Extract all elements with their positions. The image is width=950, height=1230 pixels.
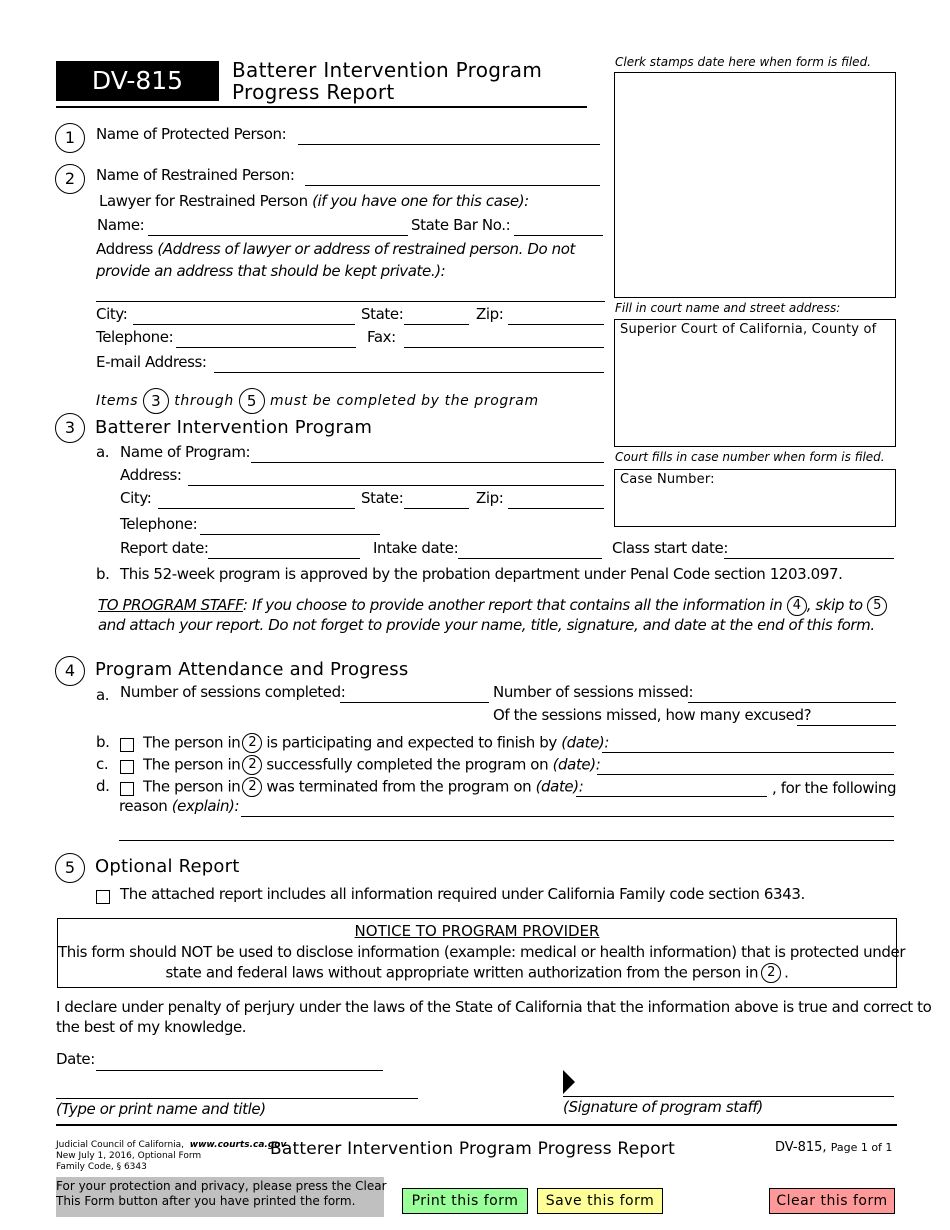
notice-box xyxy=(57,918,906,988)
signature-field[interactable] xyxy=(563,1096,894,1097)
clerk-stamp-label: Clerk stamps date here when form is filed. xyxy=(615,55,871,69)
section-5-title: Optional Report xyxy=(95,856,240,877)
declaration-line-2: the best of my knowledge. xyxy=(56,1018,247,1036)
notice-line-2 xyxy=(58,963,896,983)
case-number-label: Court fills in case number when form is filed. xyxy=(615,450,885,464)
date-field[interactable] xyxy=(96,1070,383,1071)
zip-label: Zip: xyxy=(476,305,504,323)
clerk-stamp-box xyxy=(614,72,896,298)
s4-b: b. xyxy=(96,733,110,751)
footer-council: Judicial Council of California, xyxy=(56,1140,185,1150)
s4-c-n: 2 xyxy=(242,755,262,775)
program-city-label: City: xyxy=(120,489,152,507)
s4-d-date: (date): xyxy=(535,777,584,796)
s4-d-reason xyxy=(119,797,239,815)
restrained-person-field[interactable] xyxy=(305,185,600,186)
notice-line-1: This form should NOT be used to disclose information (example: medical or health information) that is protected under xyxy=(58,943,906,961)
program-telephone-label: Telephone: xyxy=(120,515,198,533)
footer-page: Page 1 of 1 xyxy=(830,1141,893,1154)
s5-checkbox[interactable] xyxy=(96,890,110,904)
address-field[interactable] xyxy=(96,301,605,302)
program-name-field[interactable] xyxy=(251,462,604,463)
s4-d-reason-field-1[interactable] xyxy=(241,816,894,817)
lawyer-label-text: Lawyer for Restrained Person xyxy=(99,192,308,210)
sessions-excused-field[interactable] xyxy=(797,725,896,726)
signature-label: (Signature of program staff) xyxy=(563,1098,763,1116)
s4-d-reason-field-2[interactable] xyxy=(119,840,894,841)
title-line-2: Progress Report xyxy=(232,80,395,104)
program-address-field[interactable] xyxy=(188,485,604,486)
s4-c-date-field[interactable] xyxy=(597,774,894,775)
lawyer-note: (if you have one for this case): xyxy=(312,192,529,210)
program-zip-label: Zip: xyxy=(476,489,504,507)
program-state-field[interactable] xyxy=(404,508,469,509)
restrained-person-label: Name of Restrained Person: xyxy=(96,166,295,184)
clear-form-button[interactable]: Clear this form xyxy=(769,1188,895,1214)
print-name-label: (Type or print name and title) xyxy=(56,1100,266,1118)
program-staff-note xyxy=(98,594,887,616)
s4-d-explain: (explain): xyxy=(171,797,240,815)
footer-revised: New July 1, 2016, Optional Form xyxy=(56,1151,202,1161)
program-city-field[interactable] xyxy=(158,508,355,509)
s4-d-checkbox[interactable] xyxy=(120,782,134,796)
section-2-number: 2 xyxy=(55,164,85,194)
notice-title: NOTICE TO PROGRAM PROVIDER xyxy=(354,922,600,940)
s3-b: b. xyxy=(96,565,110,583)
lawyer-name-field[interactable] xyxy=(148,235,408,236)
footer-form-id: DV-815, xyxy=(775,1140,827,1155)
s4-a: a. xyxy=(96,686,110,704)
footer-council-line xyxy=(56,1140,286,1151)
class-start-label: Class start date: xyxy=(612,539,729,557)
date-label: Date: xyxy=(56,1050,95,1068)
items-note-5: 5 xyxy=(239,388,265,414)
s4-b-date: (date): xyxy=(561,733,610,752)
sessions-completed-field[interactable] xyxy=(340,702,489,703)
s4-c-checkbox[interactable] xyxy=(120,760,134,774)
address-note-2: provide an address that should be kept private.): xyxy=(96,262,446,280)
protected-person-label: Name of Protected Person: xyxy=(96,125,287,143)
program-address-label: Address: xyxy=(120,466,182,484)
court-text: Superior Court of California, County of xyxy=(620,322,877,337)
notice-end: . xyxy=(784,963,789,982)
s4-c-text xyxy=(143,755,600,775)
program-name-label: Name of Program: xyxy=(120,443,251,461)
items-note-post: must be completed by the program xyxy=(269,393,539,409)
zip-field[interactable] xyxy=(508,324,604,325)
save-form-button[interactable]: Save this form xyxy=(537,1188,663,1214)
sessions-missed-field[interactable] xyxy=(688,702,896,703)
form-id: DV-815 xyxy=(91,66,184,95)
print-form-button[interactable]: Print this form xyxy=(402,1188,528,1214)
s4-c: c. xyxy=(96,755,109,773)
s5-text: The attached report includes all information required under California Family code section 6343. xyxy=(120,885,805,903)
class-start-field[interactable] xyxy=(724,558,894,559)
address-note-1: (Address of lawyer or address of restrained person. Do not xyxy=(157,240,575,258)
section-3-number: 3 xyxy=(55,413,85,443)
privacy-line-1: For your protection and privacy, please press the Clear xyxy=(56,1179,387,1193)
s4-d-reason-text: reason xyxy=(119,797,168,815)
address-label xyxy=(96,240,575,258)
case-number-box[interactable] xyxy=(614,469,896,527)
report-date-field[interactable] xyxy=(208,558,360,559)
header-rule xyxy=(56,106,587,108)
signature-arrow-icon xyxy=(563,1070,575,1094)
s4-d-following: , for the following xyxy=(772,779,897,797)
section-1-number: 1 xyxy=(55,123,85,153)
s4-d-date-field[interactable] xyxy=(576,796,767,797)
program-staff-text-2: and attach your report. Do not forget to provide your name, title, signature, and date at the end of this form. xyxy=(98,616,875,634)
sessions-excused-label: Of the sessions missed, how many excused? xyxy=(493,706,812,724)
privacy-line-2: This Form button after you have printed the form. xyxy=(56,1194,356,1208)
court-label: Fill in court name and street address: xyxy=(615,301,841,315)
program-state-label: State: xyxy=(361,489,404,507)
items-note-3: 3 xyxy=(143,388,169,414)
case-number-text: Case Number: xyxy=(620,472,715,487)
state-bar-label: State Bar No.: xyxy=(411,216,511,234)
declaration-line-1: I declare under penalty of perjury under the laws of the State of California that the information above is true and correct to xyxy=(56,998,932,1016)
address-label-text: Address xyxy=(96,240,153,258)
s4-b-n: 2 xyxy=(242,733,262,753)
section-4-title: Program Attendance and Progress xyxy=(95,659,409,680)
s4-d-n: 2 xyxy=(242,777,262,797)
court-name-box[interactable] xyxy=(614,319,896,447)
program-staff-label: TO PROGRAM STAFF xyxy=(98,596,243,614)
lawyer-name-label: Name: xyxy=(97,216,145,234)
telephone-label: Telephone: xyxy=(96,328,174,346)
program-staff-text-1: : If you choose to provide another report that contains all the information in xyxy=(242,596,783,614)
intake-date-field[interactable] xyxy=(458,558,602,559)
program-zip-field[interactable] xyxy=(508,508,604,509)
s3-a: a. xyxy=(96,443,110,461)
s4-d-post: was terminated from the program on xyxy=(266,777,532,796)
form-id-badge xyxy=(56,61,219,101)
section-5-number: 5 xyxy=(55,853,85,883)
report-date-label: Report date: xyxy=(120,539,209,557)
city-label: City: xyxy=(96,305,128,323)
s4-b-date-field[interactable] xyxy=(602,752,894,753)
telephone-field[interactable] xyxy=(176,347,356,348)
protected-person-field[interactable] xyxy=(298,144,600,145)
items-note xyxy=(96,388,539,414)
items-note-pre: Items xyxy=(96,393,139,409)
footer-left xyxy=(56,1140,286,1173)
section-3-title: Batterer Intervention Program xyxy=(95,417,373,438)
s4-b-checkbox[interactable] xyxy=(120,738,134,752)
s4-b-post: is participating and expected to finish by xyxy=(266,733,557,752)
email-label: E-mail Address: xyxy=(96,353,207,371)
state-label: State: xyxy=(361,305,404,323)
state-field[interactable] xyxy=(404,324,469,325)
program-staff-n4: 4 xyxy=(787,596,807,616)
city-field[interactable] xyxy=(133,324,355,325)
s4-c-post: successfully completed the program on xyxy=(266,755,549,774)
print-name-field[interactable] xyxy=(56,1098,418,1099)
sessions-completed-label: Number of sessions completed: xyxy=(120,683,346,701)
s4-d-pre: The person in xyxy=(143,777,241,796)
program-staff-n5: 5 xyxy=(867,596,887,616)
fax-label: Fax: xyxy=(367,328,396,346)
footer-code: Family Code, § 6343 xyxy=(56,1162,147,1172)
footer-rule xyxy=(56,1124,897,1126)
section-4-number: 4 xyxy=(55,656,85,686)
title-line-1: Batterer Intervention Program xyxy=(232,58,543,82)
notice-line-2-text: state and federal laws without appropriate written authorization from the person in xyxy=(165,963,759,982)
s4-c-pre: The person in xyxy=(143,755,241,774)
s4-b-pre: The person in xyxy=(143,733,241,752)
state-bar-field[interactable] xyxy=(514,235,603,236)
sessions-missed-label: Number of sessions missed: xyxy=(493,683,694,701)
footer-page-info xyxy=(775,1140,892,1155)
privacy-notice xyxy=(56,1177,387,1217)
s4-b-text xyxy=(143,733,609,753)
program-staff-skip: , skip to xyxy=(806,596,863,614)
s3-b-text: This 52-week program is approved by the probation department under Penal Code section 1203.097. xyxy=(120,565,843,583)
items-note-mid: through xyxy=(174,393,234,409)
intake-date-label: Intake date: xyxy=(373,539,459,557)
fax-field[interactable] xyxy=(404,347,604,348)
footer-center-title: Batterer Intervention Program Progress Report xyxy=(270,1139,675,1159)
footer-url[interactable]: www.courts.ca.gov xyxy=(189,1140,287,1150)
email-field[interactable] xyxy=(214,372,604,373)
notice-n: 2 xyxy=(761,963,781,983)
s4-d: d. xyxy=(96,777,110,795)
s4-c-date: (date): xyxy=(552,755,601,774)
program-telephone-field[interactable] xyxy=(200,534,380,535)
lawyer-label xyxy=(99,192,529,210)
s4-d-text xyxy=(143,777,583,797)
